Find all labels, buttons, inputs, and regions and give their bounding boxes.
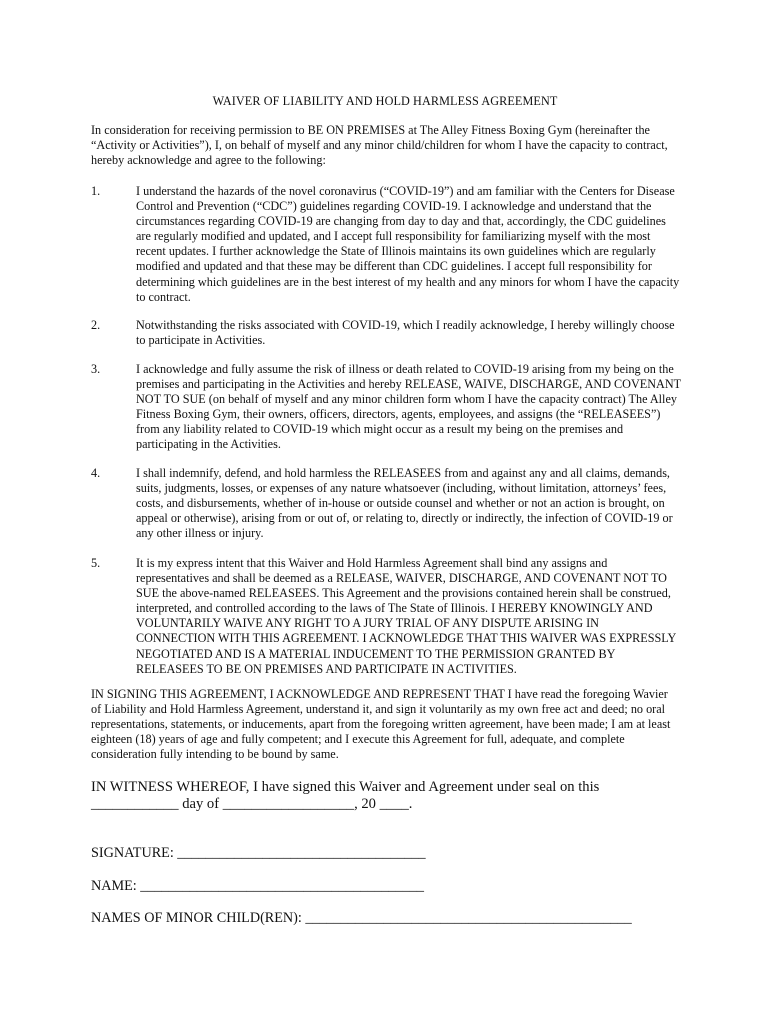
document-title: WAIVER OF LIABILITY AND HOLD HARMLESS AGREEMENT: [212, 94, 558, 108]
name-line[interactable]: NAME: ________________________________________: [91, 878, 425, 894]
clause-text: It is my express intent that this Waiver and Hold Harmless Agreement shall bind any assigns and representatives and shall be deemed as a RELEASE, WAIVER, DISCHARGE, AND COVENANT NOT TO SUE the above-named RELEASEES. This Agreement and the provisions contained herein shall be construed, interpreted, and controlled according to the laws of The State of Illinois. I HEREBY KNOWINGLY AND VOLUNTARILY WAIVE ANY RIGHT TO A JURY TRIAL OF ANY DISPUTE ARISING IN CONNECTION WITH THIS AGREEMENT. I ACKNOWLEDGE THAT THIS WAIVER WAS EXPRESSLY NEGOTIATED AND IS A MATERIAL INDUCEMENT TO THE PERMISSION GRANTED BY RELEASEES TO BE ON PREMISES AND PARTICIPATE IN ACTIVITIES.: [136, 556, 676, 676]
signature-line[interactable]: SIGNATURE: ___________________________________: [91, 845, 426, 861]
closing-paragraph: IN SIGNING THIS AGREEMENT, I ACKNOWLEDGE AND REPRESENT THAT I have read the foregoing Wavier of Liability and Hold Harmless Agreement, understand it, and sign it voluntarily as my own free act and deed; no oral representations, statements, or inducements, apart from the foregoing written agreement, have been made; I am at least eighteen (18) years of age and fully competent; and I execute this Agreement for full, adequate, and complete consideration fully intending to be bound by same.: [91, 687, 671, 762]
clause-text: I shall indemnify, defend, and hold harmless the RELEASEES from and against any and all claims, demands, suits, judgments, losses, or expenses of any nature whatsoever (including, without limitation, attorneys’ fees, costs, and disbursements, whether of in-house or outside counsel and whether or not an action is brought, on appeal or otherwise), arising from or out of, or relating to, directly or indirectly, the infection of COVID-19 or any other illness or injury.: [136, 466, 673, 541]
minor-children-names-line[interactable]: NAMES OF MINOR CHILD(REN): ______________________________________________: [91, 910, 632, 926]
clause-number: 5.: [91, 556, 101, 570]
clause-text: Notwithstanding the risks associated with COVID-19, which I readily acknowledge, I hereby willingly choose to participate in Activities.: [136, 318, 675, 348]
witness-statement[interactable]: IN WITNESS WHEREOF, I have signed this Waiver and Agreement under seal on this ____________ day of __________________, 20 ____.: [91, 779, 600, 812]
clause-text: I understand the hazards of the novel coronavirus (“COVID-19”) and am familiar with the Centers for Disease Control and Prevention (“CDC”) guidelines regarding COVID-19. I acknowledge and understand that the circumstances regarding COVID-19 are changing from day to day and that, accordingly, the CDC guidelines are regularly modified and updated, and I accept full responsibility for familiarizing myself with the most recent updates. I further acknowledge the State of Illinois maintains its own guidelines which are regularly modified and updated and that these may be different than CDC guidelines. I accept full responsibility for determining which guidelines are in the best interest of my health and any minors for whom I have the capacity to contract.: [136, 184, 680, 304]
clause-text: I acknowledge and fully assume the risk of illness or death related to COVID-19 arising from my being on the premises and participating in the Activities and hereby RELEASE, WAIVE, DISCHARGE, AND COVENANT NOT TO SUE (on behalf of myself and any minor children form whom I have the capacity contract) The Alley Fitness Boxing Gym, their owners, officers, directors, agents, employees, and assigns (the “RELEASEES”) from any liability related to COVID-19 which might occur as a result my being on the premises and participating in the Activities.: [136, 362, 681, 452]
intro-paragraph: In consideration for receiving permission to BE ON PREMISES at The Alley Fitness Boxing Gym (hereinafter the “Activity or Activities”), I, on behalf of myself and any minor child/children for whom I have the capacity to contract, hereby acknowledge and agree to the following:: [91, 123, 668, 168]
clause-number: 2.: [91, 318, 101, 332]
clause-number: 4.: [91, 466, 101, 480]
clause-number: 3.: [91, 362, 101, 376]
clause-number: 1.: [91, 184, 101, 198]
